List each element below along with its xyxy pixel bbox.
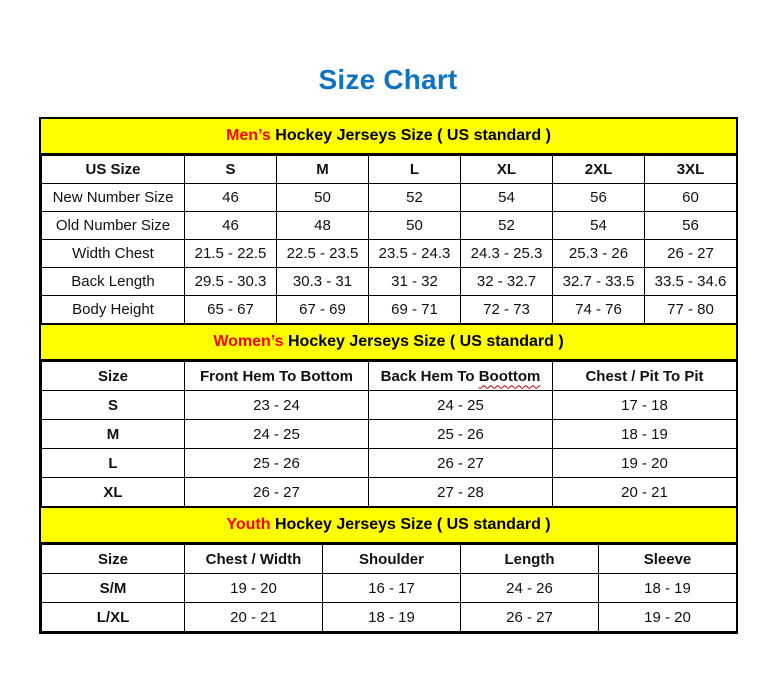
row-label: L xyxy=(42,449,185,478)
size-cell: 25.3 - 26 xyxy=(553,240,645,268)
table-row xyxy=(42,449,737,478)
column-header: S xyxy=(185,156,277,184)
womens-header-row xyxy=(42,362,737,391)
column-header-text: Back Hem To xyxy=(380,367,479,385)
size-cell: 17 - 18 xyxy=(553,391,737,420)
row-label: New Number Size xyxy=(42,184,185,212)
table-row xyxy=(42,391,737,420)
page-header xyxy=(0,0,776,96)
table-row xyxy=(42,574,737,603)
mens-size-table xyxy=(41,155,737,324)
table-row xyxy=(42,296,737,324)
size-cell: 19 - 20 xyxy=(185,574,323,603)
table-row xyxy=(42,268,737,296)
row-label: Width Chest xyxy=(42,240,185,268)
size-cell: 20 - 21 xyxy=(185,603,323,632)
column-header: Shoulder xyxy=(323,545,461,574)
mens-banner-highlight: Men’s xyxy=(226,127,271,144)
size-cell: 50 xyxy=(369,212,461,240)
row-label: Body Height xyxy=(42,296,185,324)
size-cell: 26 - 27 xyxy=(369,449,553,478)
size-cell: 54 xyxy=(461,184,553,212)
row-label: S/M xyxy=(42,574,185,603)
column-header: US Size xyxy=(42,156,185,184)
table-row xyxy=(42,184,737,212)
size-cell: 24 - 26 xyxy=(461,574,599,603)
size-cell: 25 - 26 xyxy=(369,420,553,449)
womens-banner-text: Hockey Jerseys Size ( US standard ) xyxy=(283,333,564,350)
table-row xyxy=(42,420,737,449)
size-cell: 18 - 19 xyxy=(323,603,461,632)
size-cell: 21.5 - 22.5 xyxy=(185,240,277,268)
column-header: Front Hem To Bottom xyxy=(185,362,369,391)
size-cell: 23 - 24 xyxy=(185,391,369,420)
size-cell: 67 - 69 xyxy=(277,296,369,324)
size-cell: 27 - 28 xyxy=(369,478,553,507)
womens-size-table xyxy=(41,361,737,507)
size-cell: 20 - 21 xyxy=(553,478,737,507)
size-cell: 56 xyxy=(553,184,645,212)
size-cell: 32.7 - 33.5 xyxy=(553,268,645,296)
size-cell: 54 xyxy=(553,212,645,240)
size-cell: 25 - 26 xyxy=(185,449,369,478)
size-cell: 31 - 32 xyxy=(369,268,461,296)
column-header: Chest / Width xyxy=(185,545,323,574)
womens-banner-highlight: Women’s xyxy=(213,333,284,350)
row-label: XL xyxy=(42,478,185,507)
column-header: 2XL xyxy=(553,156,645,184)
column-header: Chest / Pit To Pit xyxy=(553,362,737,391)
size-cell: 16 - 17 xyxy=(323,574,461,603)
size-cell: 46 xyxy=(185,184,277,212)
womens-section-banner xyxy=(41,324,736,361)
table-row xyxy=(42,240,737,268)
size-cell: 22.5 - 23.5 xyxy=(277,240,369,268)
youth-section-banner xyxy=(41,507,736,544)
table-row xyxy=(42,212,737,240)
size-cell: 18 - 19 xyxy=(599,574,737,603)
size-cell: 26 - 27 xyxy=(461,603,599,632)
size-cell: 52 xyxy=(369,184,461,212)
column-header: L xyxy=(369,156,461,184)
size-cell: 72 - 73 xyxy=(461,296,553,324)
row-label: L/XL xyxy=(42,603,185,632)
size-cell: 65 - 67 xyxy=(185,296,277,324)
row-label: M xyxy=(42,420,185,449)
size-cell: 24.3 - 25.3 xyxy=(461,240,553,268)
column-header xyxy=(369,362,553,391)
youth-banner-highlight: Youth xyxy=(226,516,271,533)
column-header: M xyxy=(277,156,369,184)
column-header: XL xyxy=(461,156,553,184)
mens-banner-text: Hockey Jerseys Size ( US standard ) xyxy=(270,127,551,144)
size-cell: 60 xyxy=(645,184,737,212)
size-cell: 24 - 25 xyxy=(185,420,369,449)
table-row xyxy=(42,478,737,507)
column-header: Size xyxy=(42,545,185,574)
table-row xyxy=(42,603,737,632)
size-cell: 56 xyxy=(645,212,737,240)
row-label: Back Length xyxy=(42,268,185,296)
size-cell: 32 - 32.7 xyxy=(461,268,553,296)
mens-section-banner xyxy=(41,119,736,155)
size-cell: 52 xyxy=(461,212,553,240)
youth-size-table xyxy=(41,544,737,632)
youth-header-row xyxy=(42,545,737,574)
row-label: S xyxy=(42,391,185,420)
misspelled-word: Boottom xyxy=(478,367,541,385)
column-header: Sleeve xyxy=(599,545,737,574)
mens-header-row xyxy=(42,156,737,184)
size-cell: 48 xyxy=(277,212,369,240)
size-cell: 50 xyxy=(277,184,369,212)
size-cell: 18 - 19 xyxy=(553,420,737,449)
size-cell: 19 - 20 xyxy=(553,449,737,478)
size-cell: 26 - 27 xyxy=(645,240,737,268)
page-title: Size Chart xyxy=(318,64,458,95)
column-header: 3XL xyxy=(645,156,737,184)
size-cell: 33.5 - 34.6 xyxy=(645,268,737,296)
row-label: Old Number Size xyxy=(42,212,185,240)
size-cell: 29.5 - 30.3 xyxy=(185,268,277,296)
size-cell: 26 - 27 xyxy=(185,478,369,507)
youth-banner-text: Hockey Jerseys Size ( US standard ) xyxy=(270,516,551,533)
size-cell: 77 - 80 xyxy=(645,296,737,324)
size-chart xyxy=(39,117,738,634)
size-cell: 23.5 - 24.3 xyxy=(369,240,461,268)
size-cell: 19 - 20 xyxy=(599,603,737,632)
size-cell: 74 - 76 xyxy=(553,296,645,324)
size-cell: 46 xyxy=(185,212,277,240)
column-header: Length xyxy=(461,545,599,574)
size-cell: 24 - 25 xyxy=(369,391,553,420)
size-cell: 30.3 - 31 xyxy=(277,268,369,296)
size-cell: 69 - 71 xyxy=(369,296,461,324)
column-header: Size xyxy=(42,362,185,391)
